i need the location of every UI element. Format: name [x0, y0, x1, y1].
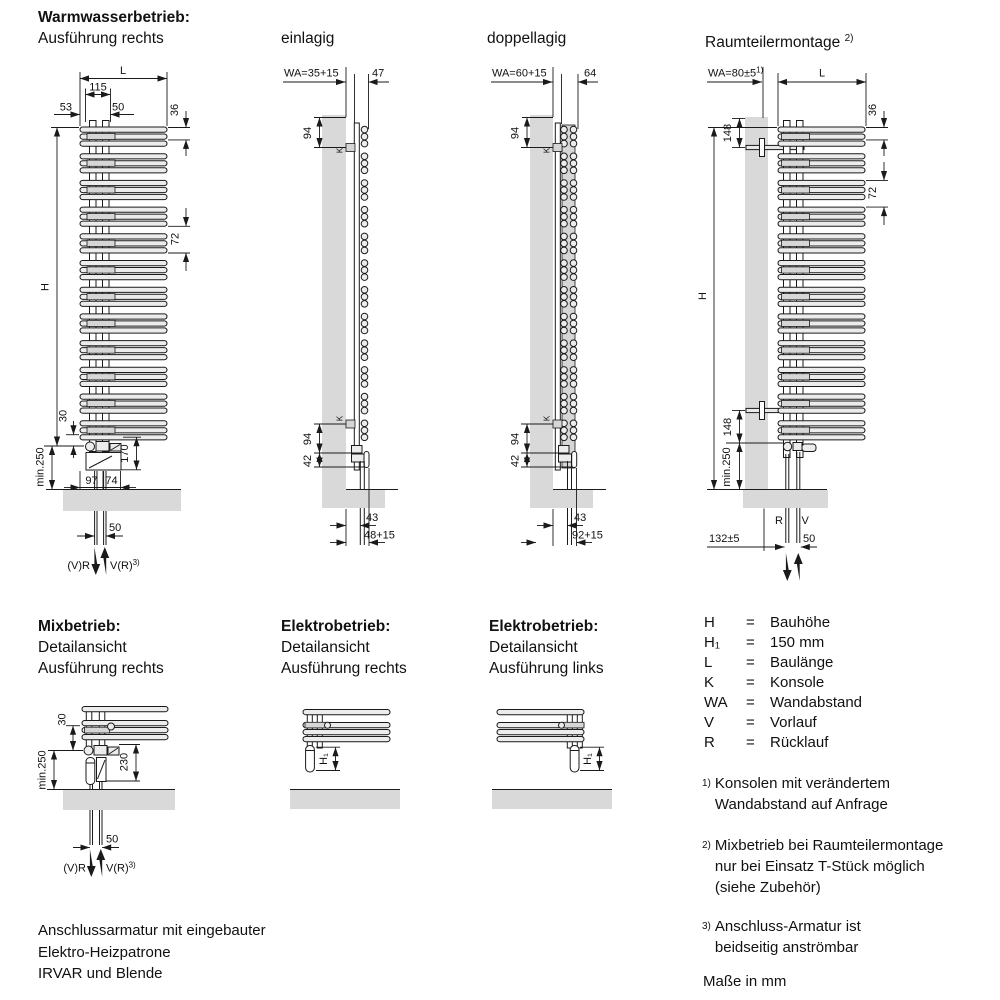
legend-row	[704, 693, 862, 713]
dim-label-H: H	[697, 292, 709, 300]
flow-up-arrow-icon	[794, 553, 803, 581]
heading-line: Detailansicht	[281, 639, 370, 656]
floor-slab	[63, 490, 181, 511]
dim-label-94-top: 94	[302, 126, 314, 140]
heading-line: Ausführung rechts	[38, 30, 164, 47]
dim-label-92-15: 92+15	[572, 529, 603, 542]
floor-slab	[322, 490, 385, 508]
dim-label-min250: min.250	[36, 750, 49, 790]
dim-label-170: 170	[119, 444, 131, 463]
dim-label-42: 42	[509, 454, 522, 468]
heading-mixbetrieb	[38, 616, 164, 679]
legend	[704, 613, 862, 753]
heading-line: Ausführung rechts	[38, 660, 164, 677]
diagram-mixbetrieb-detail	[37, 707, 176, 878]
dim-label-L: L	[119, 65, 127, 77]
footnote-line: Wandabstand auf Anfrage	[714, 796, 888, 813]
flow-label-main: V(R)	[110, 560, 133, 572]
divider-wall	[745, 117, 768, 490]
dim-label-72: 72	[169, 232, 182, 246]
dim-label-94-bottom: 94	[302, 432, 314, 446]
console-label-K-bottom: K	[335, 415, 345, 422]
dim-label-wa	[708, 66, 764, 80]
legend-row	[704, 653, 862, 673]
heading-line: Detailansicht	[38, 639, 127, 656]
wall-section	[530, 115, 553, 508]
flow-label-main: V(R)	[106, 862, 129, 875]
flow-down-arrow-icon	[91, 547, 100, 575]
flow-down-arrow-icon	[783, 553, 792, 581]
flow-label-vr: (V)R	[67, 560, 90, 572]
dim-label-230: 230	[118, 752, 131, 772]
legend-symbol: K	[704, 674, 715, 691]
flow-label-sup: 3)	[128, 860, 136, 870]
dim-label-50-top: 50	[112, 101, 125, 114]
dim-label-36: 36	[169, 103, 181, 117]
pipe-label-V: V	[801, 515, 809, 527]
dim-label-wa: WA=60+15	[492, 67, 547, 80]
console-label-K-bottom: K	[542, 415, 552, 422]
console-bracket-bottom	[553, 420, 562, 428]
legend-row	[704, 613, 862, 633]
flow-label-vrl	[106, 861, 136, 875]
diagram-elektro-links-detail	[492, 710, 612, 810]
floor-slab	[290, 790, 400, 809]
heading-elektro-links	[489, 616, 604, 679]
caption-line: Elektro-Heizpatrone	[38, 943, 171, 961]
dim-label-min250: min.250	[34, 447, 47, 487]
legend-symbol: H	[704, 614, 715, 631]
legend-row	[704, 673, 862, 693]
dim-label-47: 47	[372, 67, 385, 80]
legend-equals: =	[746, 654, 755, 671]
wa-main: WA=80±5	[708, 67, 757, 80]
footnote-line: Anschluss-Armatur ist	[714, 918, 861, 935]
dim-label-30: 30	[56, 713, 69, 726]
dim-label-50-bottom: 50	[109, 522, 122, 534]
caption-line: Anschlussarmatur mit eingebauter	[38, 922, 266, 939]
dim-label-94-top: 94	[509, 126, 522, 140]
diagram-einlagig-side	[283, 67, 398, 546]
legend-value: Bauhöhe	[770, 614, 831, 631]
legend-equals: =	[746, 614, 755, 631]
dim-label-h1: H₁	[582, 753, 594, 765]
heading-line: Ausführung links	[489, 660, 604, 677]
footnote-3	[702, 916, 861, 958]
wall-section	[322, 115, 346, 508]
heading-doppellagig: doppellagig	[487, 30, 567, 47]
console-bracket-bottom	[346, 420, 355, 428]
heading-raumteilermontage	[705, 28, 853, 53]
console-label-K-top: K	[542, 147, 552, 154]
heading-line: Ausführung rechts	[281, 660, 407, 677]
dim-label-48-15: 48+15	[364, 529, 395, 542]
footnote-1	[702, 773, 890, 815]
legend-row	[704, 713, 862, 733]
heading-line: Elektrobetrieb:	[281, 618, 391, 635]
dim-label-64: 64	[584, 67, 597, 80]
heading-line: Warmwasserbetrieb:	[38, 9, 190, 26]
dim-label-43: 43	[366, 512, 379, 524]
footnote-line: nur bei Einsatz T-Stück möglich	[714, 858, 925, 875]
legend-equals: =	[746, 734, 755, 751]
heading-line: Mixbetrieb:	[38, 618, 121, 635]
legend-symbol: V	[704, 714, 715, 731]
dim-label-50: 50	[803, 533, 816, 545]
legend-value: Baulänge	[770, 654, 834, 671]
floor-slab	[63, 790, 175, 810]
footnote-marker: 3)	[702, 921, 711, 932]
footnote-marker: 2)	[702, 840, 711, 851]
heading-line: Elektrobetrieb:	[489, 618, 599, 635]
footnote-line: Mixbetrieb bei Raumteilermontage	[714, 837, 944, 854]
dim-label-148-top: 148	[722, 123, 734, 143]
legend-symbol: R	[704, 734, 715, 751]
dim-label-L: L	[818, 67, 826, 80]
heading-line: Detailansicht	[489, 639, 578, 656]
flow-up-arrow-icon	[96, 849, 105, 877]
flow-label-vrl	[110, 558, 140, 572]
console-bracket-top	[346, 144, 355, 152]
legend-equals: =	[746, 714, 755, 731]
dim-label-30: 30	[57, 409, 70, 423]
legend-equals: =	[746, 674, 755, 691]
caption-anschlussarmatur	[38, 920, 266, 985]
wa-sup: 1)	[756, 65, 764, 75]
console-bracket-top	[553, 144, 562, 152]
footnote-line: beidseitig anströmbar	[714, 939, 859, 956]
heading-warmwasserbetrieb	[38, 7, 190, 49]
heading-elektro-rechts	[281, 616, 407, 679]
floor-slab	[530, 490, 593, 508]
diagram-doppellagig-side	[491, 67, 606, 546]
legend-value: Wandabstand	[770, 694, 863, 711]
dim-label-50: 50	[106, 833, 119, 846]
flow-up-arrow-icon	[100, 547, 109, 575]
heading-sup: 2)	[844, 33, 854, 44]
flow-down-arrow-icon	[87, 849, 96, 877]
floor-slab	[743, 490, 828, 508]
dim-label-h1: H₁	[318, 753, 330, 765]
legend-value: 150 mm	[770, 634, 825, 651]
heading-einlagig: einlagig	[281, 30, 335, 47]
pipe-label-R: R	[775, 515, 783, 527]
dim-label-148-bottom: 148	[722, 417, 734, 437]
legend-equals: =	[746, 694, 755, 711]
flow-label-sup: 3)	[132, 558, 140, 567]
dim-label-36: 36	[867, 103, 879, 117]
footnote-marker: 1)	[702, 778, 711, 789]
dim-label-min250: min.250	[721, 447, 733, 487]
dim-label-53: 53	[59, 101, 72, 114]
legend-value: Rücklauf	[770, 734, 829, 751]
legend-symbol: L	[704, 654, 713, 671]
legend-row	[704, 633, 862, 653]
dim-label-wa: WA=35+15	[284, 67, 339, 80]
legend-symbol: WA	[704, 694, 728, 711]
console-label-K-top: K	[335, 147, 345, 154]
dim-label-132: 132±5	[709, 533, 740, 545]
diagram-elektro-rechts-detail	[290, 710, 400, 810]
dim-label-115: 115	[89, 81, 107, 94]
dim-label-94-bottom: 94	[509, 432, 522, 446]
dim-label-72: 72	[867, 186, 879, 200]
heading-text: Raumteilermontage	[705, 34, 841, 52]
legend-equals: =	[746, 634, 755, 651]
footnote-line: (siehe Zubehör)	[714, 879, 821, 896]
caption-line: IRVAR und Blende	[38, 965, 163, 982]
legend-value: Konsole	[770, 674, 825, 691]
dim-label-H: H	[39, 283, 52, 291]
floor-slab	[492, 790, 612, 809]
legend-row	[704, 733, 862, 753]
units-note: Maße in mm	[703, 973, 787, 990]
dim-label-42: 42	[302, 454, 314, 468]
legend-value: Vorlauf	[770, 714, 817, 731]
diagram-warmwasser-front	[35, 65, 191, 575]
dim-label-74: 74	[105, 475, 118, 487]
flow-label-vr: (V)R	[63, 862, 86, 875]
footnote-2	[702, 835, 943, 898]
footnote-line: Konsolen mit verändertem	[714, 775, 890, 792]
diagram-raumteiler-front	[697, 66, 888, 582]
dim-label-97: 97	[85, 475, 98, 487]
legend-symbol: H₁	[704, 634, 720, 651]
dim-label-43: 43	[574, 512, 587, 524]
